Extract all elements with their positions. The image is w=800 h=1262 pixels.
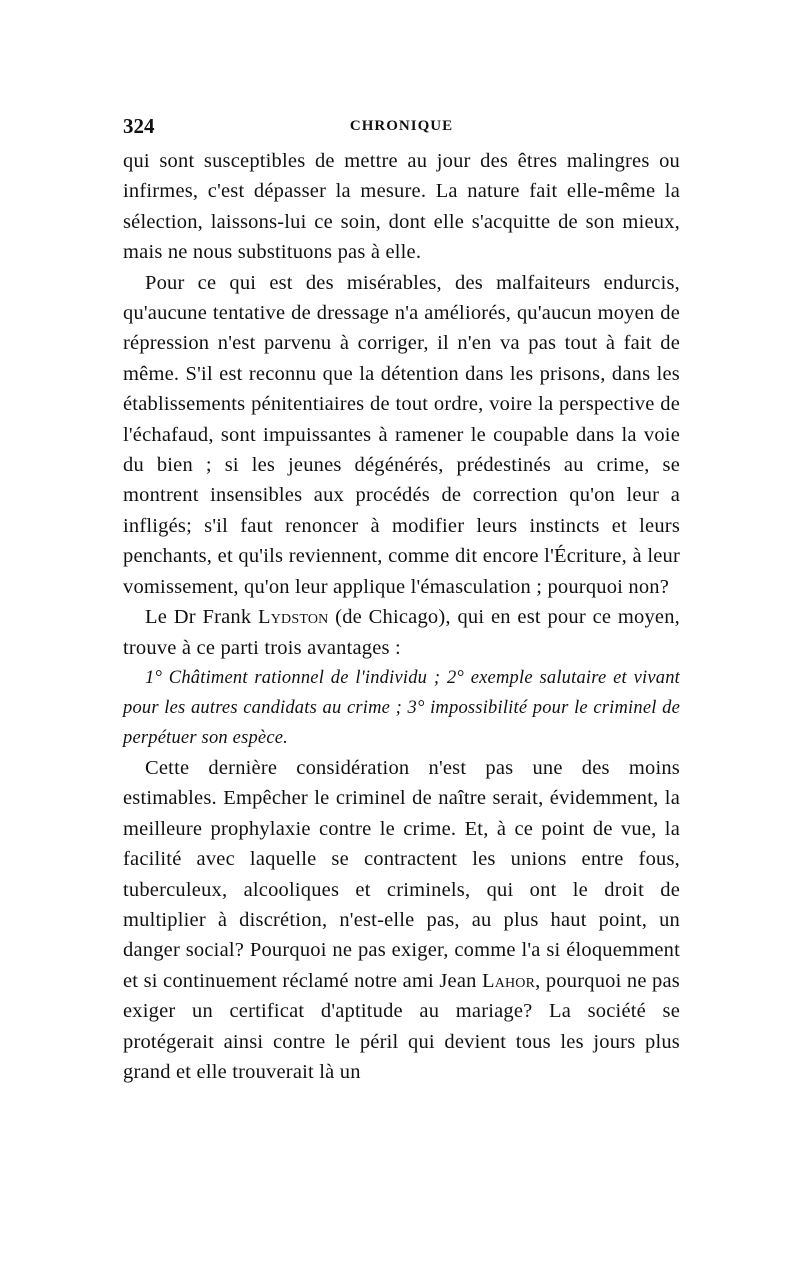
page-number: 324 <box>123 114 155 138</box>
running-head: CHRONIQUE <box>349 118 454 134</box>
paragraph-3-start: Le Dr Frank <box>145 606 259 629</box>
book-page <box>123 100 680 1087</box>
paragraph-3-end: (de Chicago), qui en est pour ce moyen, trouve à ce parti trois avantages : <box>123 606 680 659</box>
page-header <box>123 100 680 136</box>
paragraph-5-end: , pourquoi ne pas exiger un certificat d'aptitude au mariage? La société se protégerait ainsi contre le péril qui devient tous les jours plus grand et elle trouverait là un <box>123 969 680 1083</box>
body-text <box>123 146 680 1087</box>
paragraph-1: qui sont susceptibles de mettre au jour des êtres malingres ou infirmes, c'est dépasser la mesure. La nature fait elle-même la sélection, laissons-lui ce soin, dont elle s'acquitte de son mieux, mais ne nous substituons pas à elle. <box>123 150 680 264</box>
paragraph-5 <box>123 753 680 1087</box>
author-name-lydston: Lydston <box>258 606 329 629</box>
paragraph-3 <box>123 602 680 663</box>
paragraph-4-enumeration: 1° Châtiment rationnel de l'individu ; 2° exemple salutaire et vivant pour les autres candidats au crime ; 3° impossibilité pour le criminel de perpétuer son espèce. <box>123 667 680 748</box>
author-name-lahor: Lahor <box>481 969 536 992</box>
paragraph-2: Pour ce qui est des misérables, des malfaiteurs endurcis, qu'aucune tentative de dressage n'a améliorés, qu'aucun moyen de répression n'est parvenu à corriger, il n'en va pas tout à fait de même. S'il est reconnu que la détention dans les prisons, dans les établissements pénitentiaires de tout ordre, voire la perspective de l'échafaud, sont impuissantes à ramener le coupable dans la voie du bien ; si les jeunes dégénérés, prédestinés au crime, se montrent insensibles aux procédés de correction qu'on leur a infligés; s'il faut renoncer à modifier leurs instincts et leurs penchants, et qu'ils reviennent, comme dit encore l'Écriture, à leur vomissement, qu'on leur applique l'émasculation ; pourquoi non? <box>123 271 680 598</box>
paragraph-5-start: Cette dernière considération n'est pas une des moins estimables. Empêcher le criminel de naître serait, évidemment, la meilleure prophylaxie contre le crime. Et, à ce point de vue, la facilité avec laquelle se contractent les unions entre fous, tuberculeux, alcooliques et criminels, qui ont le droit de multiplier à discrétion, n'est-elle pas, au plus haut point, un danger social? Pourquoi ne pas exiger, comme l'a si éloquemment et si continuement réclamé notre ami Jean <box>123 756 680 992</box>
